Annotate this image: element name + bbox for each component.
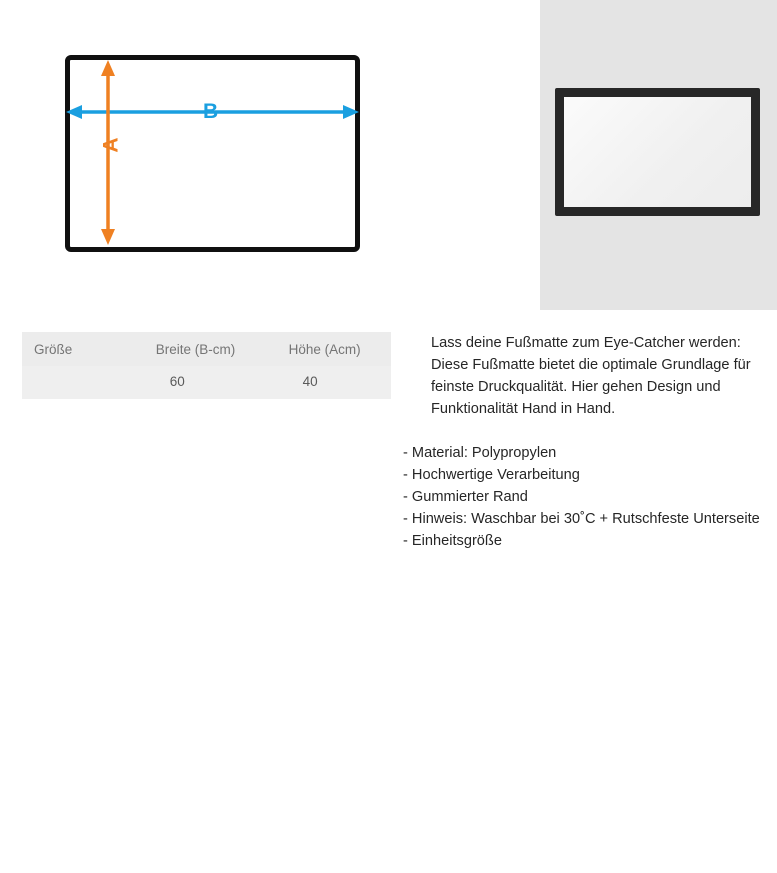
column-header-height: Höhe (Acm) [277,332,391,366]
size-table [22,332,391,399]
cell-height: 40 [277,366,391,399]
product-photo-doormat [555,88,760,216]
column-header-size: Größe [22,332,144,366]
dimension-diagram [0,0,420,310]
cell-width: 60 [144,366,277,399]
width-dimension-label: B [203,100,219,123]
product-photo-panel [540,0,777,310]
cell-size [22,366,144,399]
table-header-row [22,332,391,366]
feature-item-onesize: - Einheitsgröße [403,533,502,549]
feature-item-edge: - Gummierter Rand [403,489,528,505]
column-header-width: Breite (B-cm) [144,332,277,366]
doormat-surface [564,97,751,207]
feature-item-quality: - Hochwertige Verarbeitung [403,467,580,483]
diagram-arrows [0,0,420,310]
feature-item-material: - Material: Polypropylen [403,445,557,461]
height-dimension-label: A [99,137,123,153]
table-row [22,366,391,399]
feature-item-care: - Hinweis: Waschbar bei 30˚C + Rutschfeste Unterseite [403,511,760,527]
description-intro: Lass deine Fußmatte zum Eye-Catcher werden: Diese Fußmatte bietet die optimale Grundlage für feinste Druckqualität. Hier gehen Design und Funktionalität Hand in Hand. [431,335,751,417]
feature-list [403,442,763,552]
product-description [403,332,763,552]
